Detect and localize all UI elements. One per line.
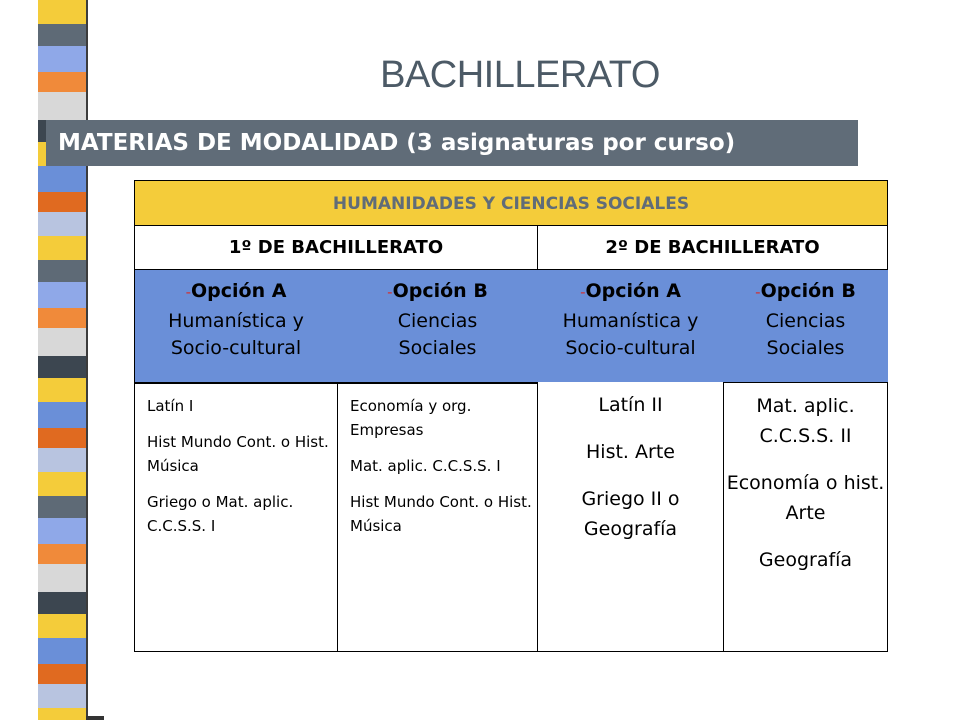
stripe-band — [38, 448, 86, 472]
decorative-divider — [86, 0, 104, 720]
subjects-1b — [338, 382, 538, 652]
slide-title: BACHILLERATO — [380, 54, 660, 96]
stripe-band — [38, 664, 86, 684]
subjects-table — [134, 180, 888, 652]
option-label: -Opción A — [185, 280, 287, 302]
stripe-band — [38, 518, 86, 544]
decorative-stripes — [38, 0, 86, 720]
stripe-band — [38, 166, 86, 192]
option-desc: Ciencias Sociales — [397, 310, 478, 359]
stripe-band — [38, 72, 86, 92]
subject-item: Latín I — [147, 397, 194, 415]
stripe-band — [38, 496, 86, 518]
modalidad-banner: MATERIAS DE MODALIDAD (3 asignaturas por curso) — [46, 120, 858, 166]
stripe-band — [38, 356, 86, 378]
stripe-band — [38, 308, 86, 328]
subjects-2a — [538, 382, 724, 652]
subject-item: Hist Mundo Cont. o Hist. Música — [147, 433, 329, 475]
table-header: HUMANIDADES Y CIENCIAS SOCIALES — [134, 180, 888, 226]
year-header-2: 2º DE BACHILLERATO — [538, 226, 888, 270]
stripe-band — [38, 328, 86, 356]
option-2a — [538, 270, 724, 382]
subject-item: Hist Mundo Cont. o Hist. Música — [350, 493, 532, 535]
subject-item: Griego II o Geografía — [581, 488, 680, 540]
option-1b — [338, 270, 538, 382]
option-desc: Ciencias Sociales — [765, 310, 846, 359]
stripe-band — [38, 46, 86, 72]
subject-item: Geografía — [758, 549, 853, 571]
subject-item: Economía y org. Empresas — [350, 397, 472, 439]
stripe-band — [38, 260, 86, 282]
stripe-band — [38, 236, 86, 260]
stripe-band — [38, 564, 86, 592]
stripe-band — [38, 614, 86, 638]
option-desc: Humanística y Socio-cultural — [562, 310, 699, 359]
subject-item: Mat. aplic. C.C.S.S. I — [350, 457, 501, 475]
subjects-1a — [134, 382, 338, 652]
subject-item: Latín II — [598, 394, 663, 416]
stripe-band — [38, 708, 86, 720]
option-label: -Opción B — [755, 280, 856, 302]
option-label: -Opción B — [387, 280, 488, 302]
option-desc: Humanística y Socio-cultural — [168, 310, 304, 359]
stripe-band — [38, 212, 86, 236]
stripe-band — [38, 402, 86, 428]
subjects-2b — [724, 382, 888, 652]
subject-item: Hist. Arte — [586, 441, 675, 463]
year-header-1: 1º DE BACHILLERATO — [134, 226, 538, 270]
stripe-band — [38, 24, 86, 46]
stripe-band — [38, 192, 86, 212]
subject-item: Griego o Mat. aplic. C.C.S.S. I — [147, 493, 294, 535]
stripe-band — [38, 472, 86, 496]
subject-item: Mat. aplic. C.C.S.S. II — [756, 395, 855, 447]
option-1a — [134, 270, 338, 382]
subject-item: Economía o hist. Arte — [726, 472, 885, 524]
stripe-band — [38, 92, 86, 120]
stripe-band — [38, 428, 86, 448]
option-2b — [724, 270, 888, 382]
stripe-band — [38, 0, 86, 24]
stripe-band — [38, 544, 86, 564]
stripe-band — [38, 592, 86, 614]
option-label: -Opción A — [580, 280, 681, 302]
stripe-band — [38, 282, 86, 308]
stripe-band — [38, 378, 86, 402]
stripe-band — [38, 684, 86, 708]
stripe-band — [38, 638, 86, 664]
